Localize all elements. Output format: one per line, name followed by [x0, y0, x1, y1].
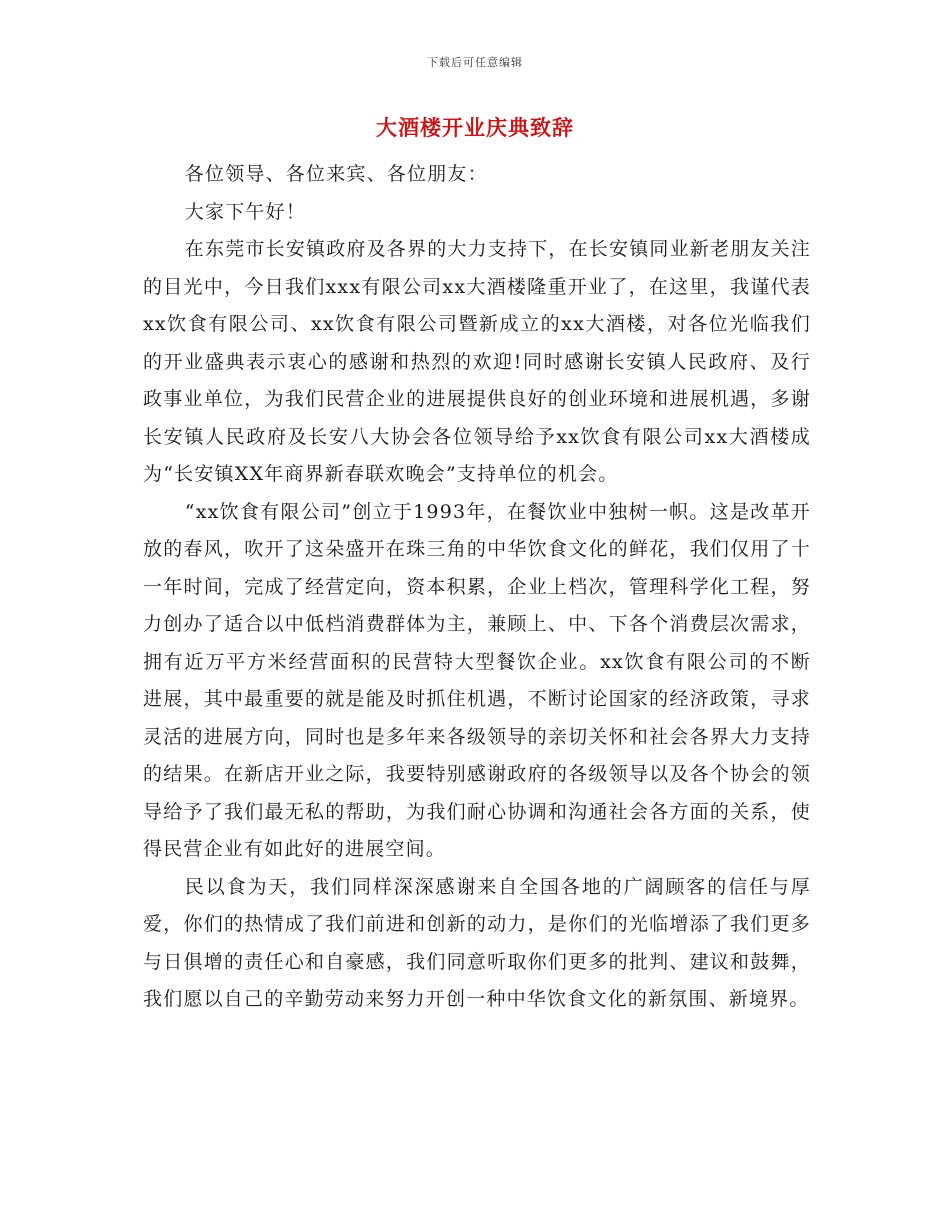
document-title: 大酒楼开业庆典致辞	[376, 116, 574, 140]
body-paragraph: 民以食为天，我们同样深深感谢来自全国各地的广阔顾客的信任与厚爱，你们的热情成了我们前进和创新的动力，是你们的光临增添了我们更多与日俱增的责任心和自豪感，我们同意听取你们更多的批判、建议和鼓舞，我们愿以自己的辛勤劳动来努力开创一种中华饮食文化的新氛围、新境界。	[143, 875, 811, 1010]
salutation: 各位领导、各位来宾、各位朋友：	[184, 163, 488, 185]
header-note: 下载后可任意编辑	[427, 56, 523, 69]
document-body	[143, 156, 811, 1019]
greeting: 大家下午好！	[184, 200, 306, 223]
body-paragraph: 在东莞市长安镇政府及各界的大力支持下，在长安镇同业新老朋友关注的目光中，今日我们xxx有限公司xx大酒楼隆重开业了，在这里，我谨代表xx饮食有限公司、xx饮食有限公司暨新成立的xx大酒楼，对各位光临我们的开业盛典表示衷心的感谢和热烈的欢迎!同时感谢长安镇人民政府、及行政事业单位，为我们民营企业的进展提供良好的创业环境和进展机遇，多谢长安镇人民政府及长安八大协会各位领导给予xx饮食有限公司xx大酒楼成为“长安镇XX年商界新春联欢晚会”支持单位的机会。	[143, 238, 811, 485]
body-paragraph: “xx饮食有限公司”创立于1993年，在餐饮业中独树一帜。这是改革开放的春风，吹开了这朵盛开在珠三角的中华饮食文化的鲜花，我们仅用了十一年时间，完成了经营定向，资本积累，企业上档次，管理科学化工程，努力创办了适合以中低档消费群体为主，兼顾上、中、下各个消费层次需求，拥有近万平方米经营面积的民营特大型餐饮企业。xx饮食有限公司的不断进展，其中最重要的就是能及时抓住机遇，不断讨论国家的经济政策，寻求灵活的进展方向，同时也是多年来各级领导的亲切关怀和社会各界大力支持的结果。在新店开业之际，我要特别感谢政府的各级领导以及各个协会的领导给予了我们最无私的帮助，为我们耐心协调和沟通社会各方面的关系，使得民营企业有如此好的进展空间。	[143, 500, 811, 860]
